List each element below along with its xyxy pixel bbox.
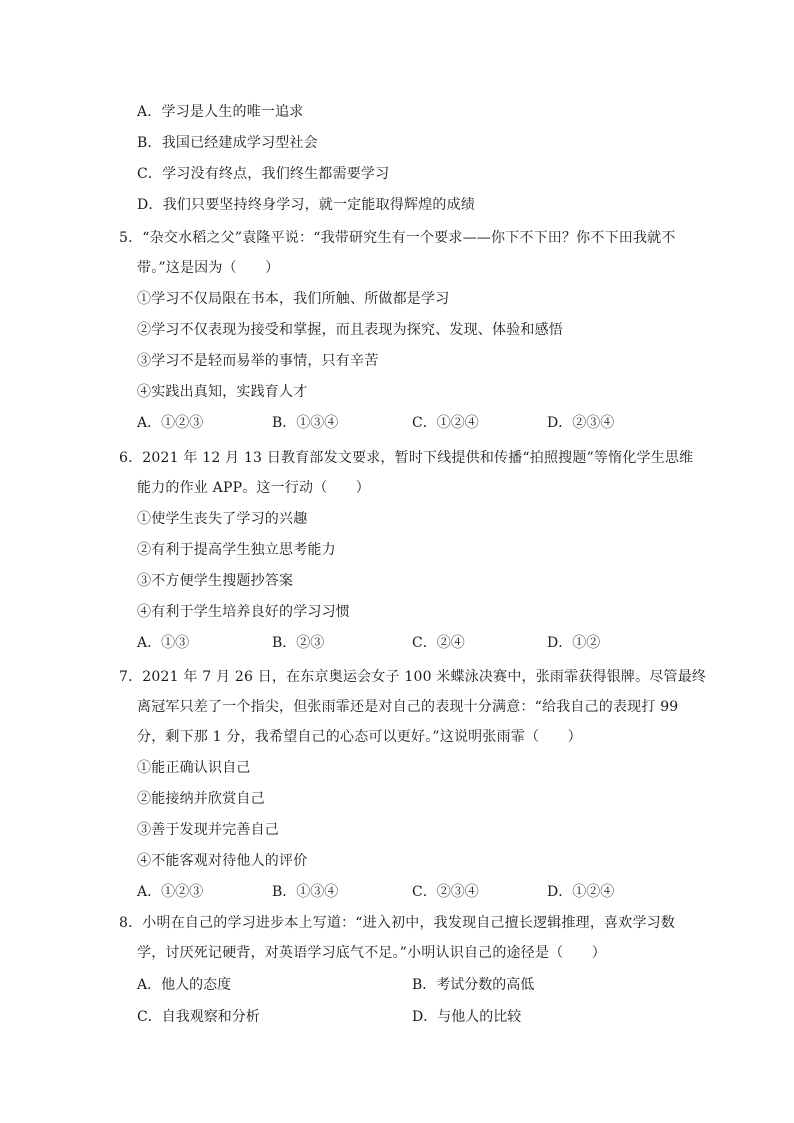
q6-stem-line1: 6．2021 年 12 月 13 日教育部发文要求，暂时下线提供和传播“拍照搜题”等惰化学生思维: [119, 450, 694, 466]
q5-stem-line2: 带。”这是因为（ ）: [137, 260, 280, 276]
q7-stem-line1: 7．2021 年 7 月 26 日，在东京奥运会女子 100 米蝶泳决赛中，张雨霏获得银牌。尽管最终: [119, 669, 707, 685]
q4-option-d: D．我们只要坚持终身学习，就一定能取得辉煌的成绩: [137, 197, 476, 213]
q8-choice-c[interactable]: C．自我观察和分析: [137, 1009, 260, 1025]
q7-choice-a[interactable]: A．①②③: [137, 884, 204, 900]
q8-choice-d[interactable]: D．与他人的比较: [412, 1009, 522, 1025]
q8-stem-line2: 学，讨厌死记硬背，对英语学习底气不足。”小明认识自己的途径是（ ）: [137, 945, 606, 961]
q6-item-2: ②有利于提高学生独立思考能力: [137, 542, 336, 558]
q8-choice-b[interactable]: B．考试分数的高低: [412, 977, 535, 993]
q7-choice-c[interactable]: C．②③④: [412, 884, 479, 900]
q4-option-b: B．我国已经建成学习型社会: [137, 135, 318, 151]
q6-choice-c[interactable]: C．②④: [412, 635, 465, 651]
q5-item-1: ①学习不仅局限在书本，我们所触、所做都是学习: [137, 291, 450, 307]
q7-item-2: ②能接纳并欣赏自己: [137, 791, 265, 807]
q7-item-4: ④不能客观对待他人的评价: [137, 853, 308, 869]
q6-choice-a[interactable]: A．①③: [137, 635, 190, 651]
q7-choice-d[interactable]: D．①②④: [547, 884, 615, 900]
q5-choice-a[interactable]: A．①②③: [137, 415, 204, 431]
q6-item-1: ①使学生丧失了学习的兴趣: [137, 511, 308, 527]
q6-choice-d[interactable]: D．①②: [547, 635, 601, 651]
q7-item-3: ③善于发现并完善自己: [137, 822, 279, 838]
q8-choice-a[interactable]: A．他人的态度: [137, 977, 232, 993]
q6-stem-line2: 能力的作业 APP。这一行动（ ）: [137, 480, 370, 496]
q5-choice-b[interactable]: B．①③④: [272, 415, 339, 431]
q6-item-4: ④有利于学生培养良好的学习习惯: [137, 604, 350, 620]
q6-item-3: ③不方便学生搜题抄答案: [137, 573, 294, 589]
q4-option-a: A．学习是人生的唯一追求: [137, 104, 304, 120]
q7-choice-b[interactable]: B．①③④: [272, 884, 339, 900]
q7-item-1: ①能正确认识自己: [137, 760, 251, 776]
q7-stem-line3: 分，剩下那 1 分，我希望自己的心态可以更好。”这说明张雨霏（ ）: [137, 729, 582, 745]
q5-choice-d[interactable]: D．②③④: [547, 415, 615, 431]
q4-option-c: C．学习没有终点，我们终生都需要学习: [137, 166, 390, 182]
q5-item-3: ③学习不是轻而易举的事情，只有辛苦: [137, 353, 379, 369]
q5-item-2: ②学习不仅表现为接受和掌握，而且表现为探究、发现、体验和感悟: [137, 322, 563, 338]
q6-choice-b[interactable]: B．②③: [272, 635, 325, 651]
q5-item-4: ④实践出真知，实践育人才: [137, 384, 308, 400]
q8-stem-line1: 8．小明在自己的学习进步本上写道：“进入初中，我发现自己擅长逻辑推理，喜欢学习数: [119, 915, 676, 931]
q7-stem-line2: 离冠军只差了一个指尖，但张雨霏还是对自己的表现十分满意：“给我自己的表现打 99: [137, 699, 679, 715]
q5-choice-c[interactable]: C．①②④: [412, 415, 479, 431]
q5-stem-line1: 5．“杂交水稻之父”袁隆平说：“我带研究生有一个要求——你下不下田？你不下田我就不: [119, 230, 676, 246]
